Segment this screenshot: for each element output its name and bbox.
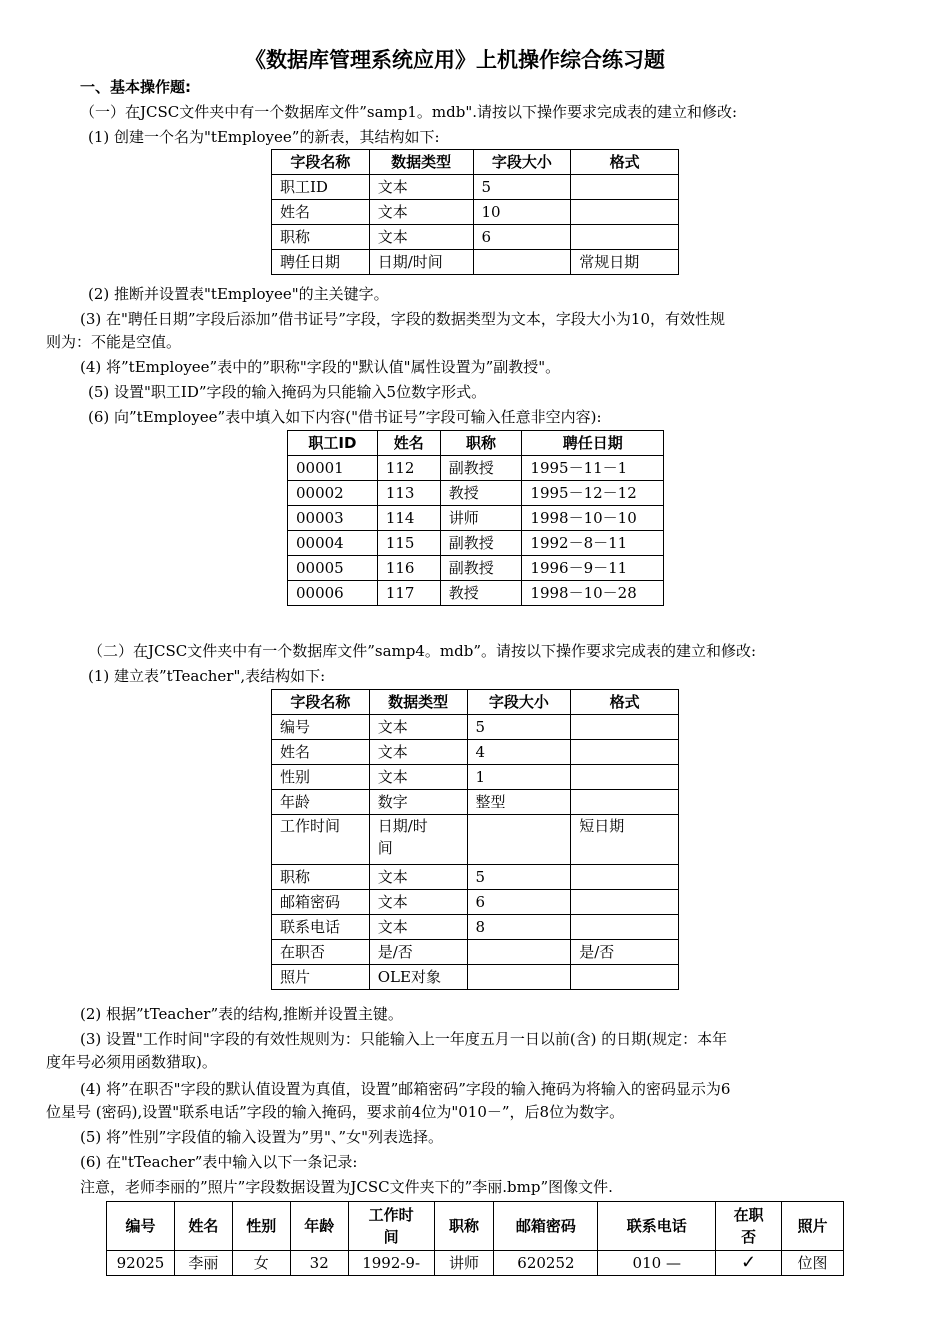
part2-step4-line2: 位星号 (密码),设置"联系电话”字段的输入掩码，要求前4位为"010－”，后8位为数字。	[46, 1103, 625, 1121]
table-cell	[571, 865, 679, 890]
table-cell: 李丽	[174, 1251, 232, 1276]
col-header: 数据类型	[369, 150, 473, 175]
table-cell	[473, 250, 571, 275]
col-header: 职称	[434, 1202, 494, 1251]
table-cell: 10	[473, 200, 571, 225]
table-cell: 00004	[288, 531, 378, 556]
table-cell: 位图	[782, 1251, 844, 1276]
col-header	[716, 1202, 782, 1251]
section-heading: 一、基本操作题:	[80, 78, 191, 96]
table-cell: 年龄	[272, 790, 370, 815]
table-cell: 在职否	[272, 940, 370, 965]
table-cell: 副教授	[440, 556, 522, 581]
table-cell: 1995－11－1	[522, 456, 664, 481]
table-row	[288, 581, 664, 606]
table-cell: 联系电话	[272, 915, 370, 940]
table-cell: 113	[377, 481, 440, 506]
part1-step6: (6) 向”tEmployee”表中填入如下内容("借书证号”字段可输入任意非空内容):	[88, 408, 602, 426]
table-cell: 讲师	[440, 506, 522, 531]
table-row	[272, 815, 679, 865]
table-row	[272, 175, 679, 200]
part2-step1: (1) 建立表”tTeacher",表结构如下:	[88, 667, 326, 685]
table-cell: 1992－8－11	[522, 531, 664, 556]
table-cell: 6	[473, 225, 571, 250]
table-cell: 文本	[369, 740, 467, 765]
table-cell: 文本	[369, 715, 467, 740]
table-cell	[571, 200, 679, 225]
table-cell	[467, 815, 571, 865]
table-cell	[571, 915, 679, 940]
table-cell: 姓名	[272, 200, 370, 225]
table-cell: 114	[377, 506, 440, 531]
table-cell: 1996－9－11	[522, 556, 664, 581]
cell-text-line: 日期/时	[377, 817, 428, 835]
col-header: 职工ID	[288, 431, 378, 456]
part2-step2: (2) 根据”tTeacher”表的结构,推断并设置主键。	[80, 1005, 403, 1023]
cell-text-line: 间	[377, 839, 393, 857]
table-cell: 讲师	[434, 1251, 494, 1276]
col-header: 格式	[571, 150, 679, 175]
table-row	[272, 740, 679, 765]
part1-step5: (5) 设置"职工ID”字段的输入掩码为只能输入5位数字形式。	[88, 383, 487, 401]
table-cell: 1998－10－10	[522, 506, 664, 531]
table-cell: 姓名	[272, 740, 370, 765]
table-cell: 文本	[369, 865, 467, 890]
part1-step1: (1) 创建一个名为"tEmployee”的新表，其结构如下:	[88, 128, 440, 146]
table-tteacher-record	[106, 1201, 844, 1276]
table-cell: 文本	[369, 175, 473, 200]
page-title: 《数据库管理系统应用》上机操作综合练习题	[245, 48, 665, 72]
col-header: 数据类型	[369, 690, 467, 715]
table-cell: 010 —	[598, 1251, 716, 1276]
table-row	[288, 481, 664, 506]
table-cell: OLE对象	[369, 965, 467, 990]
col-header: 字段名称	[272, 690, 370, 715]
table-cell: 00001	[288, 456, 378, 481]
part2-step5: (5) 将”性别”字段值的输入设置为”男"、”女"列表选择。	[80, 1128, 443, 1146]
col-header	[348, 1202, 434, 1251]
table-cell: 文本	[369, 765, 467, 790]
table-tteacher-structure	[271, 689, 679, 990]
table-cell	[467, 940, 571, 965]
table-row	[288, 556, 664, 581]
table-cell: 00003	[288, 506, 378, 531]
col-header: 邮箱密码	[494, 1202, 598, 1251]
table-cell: 117	[377, 581, 440, 606]
table-cell: 职称	[272, 865, 370, 890]
table-cell: 620252	[494, 1251, 598, 1276]
header-line: 否	[741, 1228, 757, 1246]
col-header: 职称	[440, 431, 522, 456]
col-header: 性别	[232, 1202, 290, 1251]
table-cell: 副教授	[440, 456, 522, 481]
col-header: 照片	[782, 1202, 844, 1251]
table-row	[272, 915, 679, 940]
table-header-row	[272, 690, 679, 715]
table-cell: 教授	[440, 481, 522, 506]
table-cell: 女	[232, 1251, 290, 1276]
table-cell: 邮箱密码	[272, 890, 370, 915]
table-cell: 职称	[272, 225, 370, 250]
col-header: 格式	[571, 690, 679, 715]
table-cell: 5	[467, 715, 571, 740]
table-row	[272, 890, 679, 915]
table-temployee-structure	[271, 149, 679, 275]
table-row	[272, 715, 679, 740]
col-header: 姓名	[377, 431, 440, 456]
table-cell	[571, 225, 679, 250]
table-header-row	[107, 1202, 844, 1251]
table-cell: 00006	[288, 581, 378, 606]
table-header-row	[288, 431, 664, 456]
table-cell: 性别	[272, 765, 370, 790]
table-cell	[571, 765, 679, 790]
table-cell: 文本	[369, 915, 467, 940]
table-row	[272, 965, 679, 990]
table-cell	[571, 175, 679, 200]
table-cell: 115	[377, 531, 440, 556]
table-cell: 聘任日期	[272, 250, 370, 275]
part1-step2: (2) 推断并设置表"tEmployee"的主关键字。	[88, 285, 389, 303]
table-cell: 8	[467, 915, 571, 940]
table-cell: 常规日期	[571, 250, 679, 275]
table-cell: 整型	[467, 790, 571, 815]
table-cell	[571, 890, 679, 915]
part1-intro: （一）在JCSC文件夹中有一个数据库文件”samp1。mdb".请按以下操作要求完成表的建立和修改:	[80, 103, 738, 121]
table-cell: 是/否	[571, 940, 679, 965]
table-cell: 112	[377, 456, 440, 481]
table-row	[288, 456, 664, 481]
table-cell: 文本	[369, 225, 473, 250]
table-cell: 6	[467, 890, 571, 915]
table-cell	[571, 965, 679, 990]
table-row	[107, 1251, 844, 1276]
table-cell: 1992-9-	[348, 1251, 434, 1276]
col-header: 年龄	[290, 1202, 348, 1251]
table-cell: 教授	[440, 581, 522, 606]
table-cell: 00002	[288, 481, 378, 506]
part1-step4: (4) 将”tEmployee”表中的”职称"字段的"默认值"属性设置为”副教授"。	[80, 358, 561, 376]
col-header: 字段名称	[272, 150, 370, 175]
table-cell: 工作时间	[272, 815, 370, 865]
table-row	[272, 250, 679, 275]
col-header: 姓名	[174, 1202, 232, 1251]
table-cell: 照片	[272, 965, 370, 990]
header-line: 工作时	[368, 1206, 414, 1224]
table-row	[272, 225, 679, 250]
table-cell: 1	[467, 765, 571, 790]
checkmark-icon: ✓	[716, 1251, 782, 1276]
header-line: 间	[383, 1228, 399, 1246]
part2-step3-line1: (3) 设置"工作时间"字段的有效性规则为：只能输入上一年度五月一日以前(含) 的日期(规定：本年	[80, 1030, 728, 1048]
table-row	[272, 865, 679, 890]
col-header: 联系电话	[598, 1202, 716, 1251]
table-temployee-data	[287, 430, 664, 606]
table-row	[272, 940, 679, 965]
col-header: 字段大小	[467, 690, 571, 715]
table-cell: 职工ID	[272, 175, 370, 200]
table-cell	[369, 815, 467, 865]
table-cell	[467, 965, 571, 990]
table-cell: 文本	[369, 890, 467, 915]
part1-step3-line2: 则为：不能是空值。	[46, 333, 182, 351]
col-header: 聘任日期	[522, 431, 664, 456]
table-cell: 副教授	[440, 531, 522, 556]
table-row	[288, 506, 664, 531]
part2-intro: （二）在JCSC文件夹中有一个数据库文件”samp4。mdb”。请按以下操作要求完成表的建立和修改:	[88, 642, 757, 660]
table-cell	[571, 790, 679, 815]
col-header: 编号	[107, 1202, 175, 1251]
table-cell: 5	[473, 175, 571, 200]
table-cell: 4	[467, 740, 571, 765]
table-cell: 编号	[272, 715, 370, 740]
table-cell: 是/否	[369, 940, 467, 965]
part2-step3-line2: 度年号必须用函数猎取)。	[46, 1053, 217, 1071]
header-line: 在职	[733, 1206, 764, 1224]
table-row	[272, 790, 679, 815]
table-cell: 92025	[107, 1251, 175, 1276]
table-cell: 数字	[369, 790, 467, 815]
table-cell: 32	[290, 1251, 348, 1276]
col-header: 字段大小	[473, 150, 571, 175]
table-cell: 短日期	[571, 815, 679, 865]
table-row	[272, 765, 679, 790]
table-cell: 1998－10－28	[522, 581, 664, 606]
part2-step6: (6) 在"tTeacher”表中输入以下一条记录:	[80, 1153, 358, 1171]
part1-step3-line1: (3) 在"聘任日期”字段后添加”借书证号”字段，字段的数据类型为文本，字段大小为10，有效性规	[80, 310, 726, 328]
table-cell	[571, 740, 679, 765]
table-cell: 00005	[288, 556, 378, 581]
table-cell: 文本	[369, 200, 473, 225]
table-row	[288, 531, 664, 556]
table-row	[272, 200, 679, 225]
part2-note: 注意，老师李丽的”照片”字段数据设置为JCSC文件夹下的”李丽.bmp”图像文件.	[80, 1178, 613, 1196]
part2-step4-line1: (4) 将”在职否"字段的默认值设置为真值，设置”邮箱密码”字段的输入掩码为将输入的密码显示为6	[80, 1080, 731, 1098]
table-cell: 5	[467, 865, 571, 890]
table-cell	[571, 715, 679, 740]
table-cell: 日期/时间	[369, 250, 473, 275]
table-cell: 116	[377, 556, 440, 581]
table-cell: 1995－12－12	[522, 481, 664, 506]
table-header-row	[272, 150, 679, 175]
